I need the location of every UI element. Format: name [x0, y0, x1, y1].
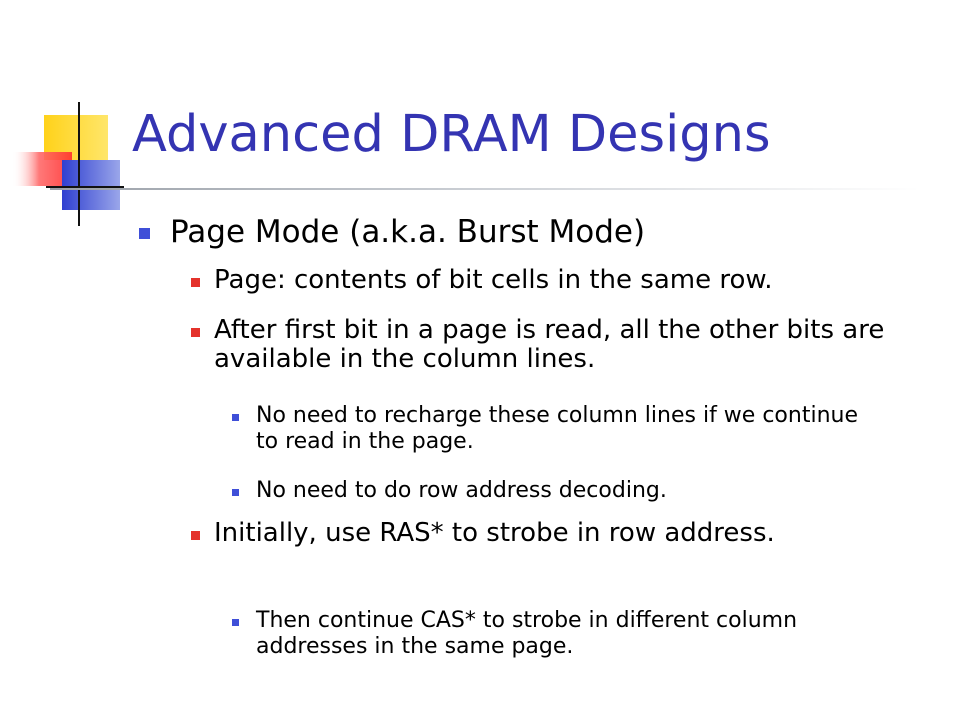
- bullet-text: Then continue CAS* to strobe in different column addresses in the same page.: [256, 608, 798, 659]
- bullet-square-icon: [191, 531, 200, 540]
- bullet-text: Page Mode (a.k.a. Burst Mode): [170, 214, 646, 250]
- bullet-text: Initially, use RAS* to strobe in row address.: [214, 518, 775, 548]
- title-divider: [50, 188, 920, 190]
- bullet-text: No need to do row address decoding.: [256, 478, 667, 503]
- bullet-text: Page: contents of bit cells in the same row.: [214, 265, 773, 295]
- bullet-text: After first bit in a page is read, all the other bits are available in the column lines.: [214, 315, 885, 375]
- bullet-square-icon: [191, 328, 200, 337]
- slide-title: Advanced DRAM Designs: [132, 105, 771, 164]
- bullet-square-icon: [232, 489, 239, 496]
- bullet-square-icon: [191, 278, 200, 287]
- slide-logo-icon: [0, 0, 140, 230]
- bullet-square-icon: [139, 228, 150, 239]
- bullet-square-icon: [232, 414, 239, 421]
- bullet-square-icon: [232, 619, 239, 626]
- bullet-text: No need to recharge these column lines if we continue to read in the page.: [256, 403, 858, 454]
